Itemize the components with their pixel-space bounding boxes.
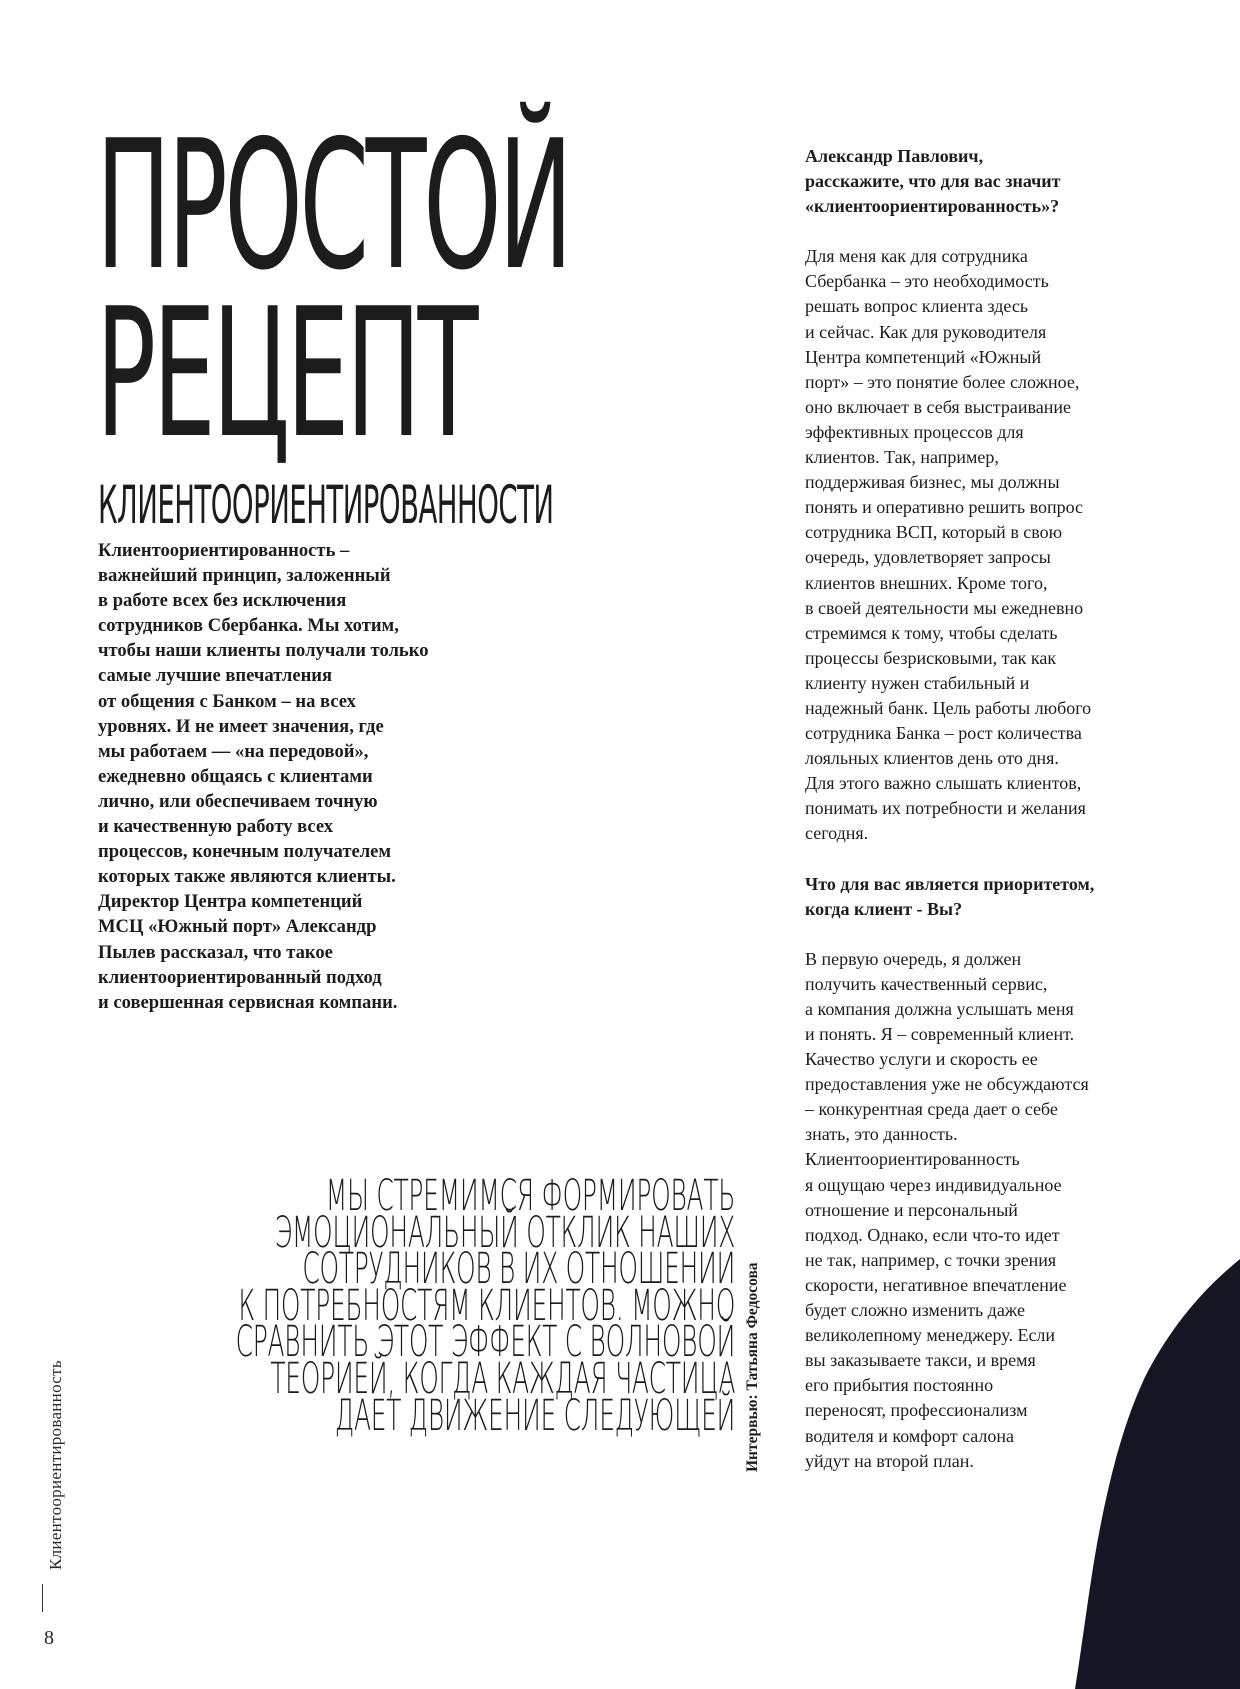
article-title [96, 102, 570, 477]
article-subtitle: КЛИЕНТООРИЕНТИРОВАННОСТИ [98, 475, 554, 536]
question-line: Александр Павлович, [805, 146, 984, 166]
answer-line: клиентов. Так, например, [805, 447, 999, 468]
byline-label: Интервью: [744, 1394, 761, 1472]
lead-line: и качественную работу всех [98, 816, 334, 838]
lead-line: лично, или обеспечиваем точную [98, 790, 378, 812]
answer-line: его прибытия постоянно [805, 1375, 994, 1396]
answer-line: получить качественный сервис, [805, 973, 1048, 994]
interview-byline [744, 1262, 762, 1472]
lead-line: и совершенная сервисная компани. [98, 991, 398, 1013]
answer-line: процессы безрисковыми, так как [805, 647, 1057, 668]
answer-line: Качество услуги и скорость ее [805, 1049, 1038, 1070]
answer-line: скорости, негативное впечатление [805, 1274, 1067, 1295]
answer-line: знать, это данность. [805, 1124, 958, 1145]
answer-line: клиенту нужен стабильный и [805, 672, 1030, 693]
footer-divider [42, 1584, 43, 1612]
answer-line: оно включает в себя выстраивание [805, 396, 1072, 417]
answer-line: решать вопрос клиента здесь [805, 296, 1029, 317]
answer-line: уйдут на второй план. [805, 1450, 974, 1471]
answer-line: Сбербанка – это необходимость [805, 271, 1049, 292]
answer-line: В первую очередь, я должен [805, 948, 1022, 969]
answer-line: переносят, профессионализм [805, 1400, 1028, 1421]
section-label: Клиентоориентированность [46, 1360, 65, 1570]
answer-line: водителя и комфорт салона [805, 1425, 1015, 1446]
pull-quote-line: К ПОТРЕБНОСТЯМ КЛИЕНТОВ. МОЖНО [238, 1280, 736, 1331]
answer-line: лояльных клиентов день ото дня. [805, 748, 1059, 769]
answer-line: подход. Однако, если что-то идет [805, 1224, 1060, 1245]
answer-line: надежный банк. Цель работы любого [805, 697, 1092, 718]
pull-quote-line: СОТРУДНИКОВ В ИХ ОТНОШЕНИИ [302, 1244, 735, 1295]
title-line-1: ПРОСТОЙ [96, 102, 570, 309]
answer-line: будет сложно изменить даже [805, 1300, 1025, 1321]
answer-line: отношение и персональный [805, 1199, 1018, 1220]
answer-line: в своей деятельности мы ежедневно [805, 597, 1084, 618]
pull-quote-line: СРАВНИТЬ ЭТОТ ЭФФЕКТ С ВОЛНОВОЙ [235, 1317, 735, 1368]
answer-line: сотрудника Банка – рост количества [805, 723, 1082, 744]
interview-question-1 [805, 144, 1150, 219]
answer-line: понимать их потребности и желания [805, 798, 1086, 819]
answer-line: и понять. Я – современный клиент. [805, 1024, 1075, 1044]
answer-line: великолепному менеджеру. Если [805, 1325, 1056, 1346]
lead-line: клиентоориентированный подход [98, 966, 382, 988]
answer-line: Центра компетенций «Южный [805, 346, 1042, 367]
lead-line: процессов, конечным получателем [98, 841, 392, 863]
pull-quote [235, 1171, 736, 1441]
answer-line: – конкурентная среда дает о себе [805, 1099, 1058, 1120]
answer-line: вы заказываете такси, и время [805, 1350, 1036, 1371]
lead-line: Директор Центра компетенций [98, 891, 363, 913]
answer-line: порт» – это понятие более сложное, [805, 371, 1080, 392]
lead-line: в работе всех без исключения [98, 590, 347, 612]
answer-line: сотрудника ВСП, который в свою [805, 522, 1063, 543]
lead-line: важнейший принцип, заложенный [98, 565, 391, 587]
paragraph-spacer [805, 219, 1150, 244]
lead-line: сотрудников Сбербанка. Мы хотим, [98, 615, 399, 637]
lead-line: Пылев рассказал, что такое [98, 941, 333, 963]
lead-line: от общения с Банком – на всех [98, 690, 356, 712]
lead-line: которых также являются клиенты. [98, 866, 396, 888]
answer-line: не так, например, с точки зрения [805, 1249, 1057, 1270]
answer-line: поддерживая бизнес, мы должны [805, 472, 1060, 493]
pull-quote-line: ТЕОРИЕЙ, КОГДА КАЖДАЯ ЧАСТИЦА [270, 1353, 735, 1404]
lead-line: мы работаем — «на передовой», [98, 740, 369, 762]
interview-question-2 [805, 872, 1150, 922]
pull-quote-line: ЭМОЦИОНАЛЬНЫЙ ОТКЛИК НАШИХ [274, 1207, 735, 1258]
answer-line: Клиентоориентированность [805, 1149, 1020, 1170]
lead-paragraph [98, 538, 468, 1015]
question-line: когда клиент - Вы? [805, 898, 963, 919]
answer-line: эффективных процессов для [805, 421, 1024, 442]
pull-quote-line: МЫ СТРЕМИМСЯ ФОРМИРОВАТЬ [325, 1171, 735, 1221]
answer-line: я ощущаю через индивидуальное [805, 1174, 1062, 1195]
answer-line: понять и оперативно решить вопрос [805, 497, 1084, 518]
answer-line: клиентов внешних. Кроме того, [805, 572, 1048, 593]
paragraph-spacer [805, 847, 1150, 872]
pull-quote-line: ДАЕТ ДВИЖЕНИЕ СЛЕДУЮЩЕЙ [334, 1390, 735, 1441]
answer-line: сегодня. [805, 823, 869, 844]
interview-answer-1 [805, 244, 1150, 846]
question-line: расскажите, что для вас значит [805, 171, 1061, 192]
answer-line: очередь, удовлетворяет запросы [805, 547, 1051, 568]
question-line: Что для вас является приоритетом, [805, 873, 1095, 894]
answer-line: и сейчас. Как для руководителя [805, 321, 1047, 342]
lead-line: уровнях. И не имеет значения, где [98, 715, 384, 737]
question-line: «клиентоориентированность»? [805, 196, 1060, 217]
title-line-2: РЕЦЕПТ [96, 270, 476, 477]
jacket-shoulder-shape [1075, 1259, 1240, 1689]
lead-line: Клиентоориентированность – [98, 540, 350, 561]
answer-line: предоставления уже не обсуждаются [805, 1074, 1089, 1095]
answer-line: стремимся к тому, чтобы сделать [805, 622, 1058, 643]
answer-line: Для меня как для сотрудника [805, 246, 1028, 267]
portrait-photo-fragment [1075, 1259, 1240, 1689]
answer-line: а компания должна услышать меня [805, 998, 1074, 1019]
lead-line: ежедневно общаясь с клиентами [98, 765, 373, 787]
page-number: 8 [44, 1627, 54, 1649]
paragraph-spacer [805, 922, 1150, 947]
byline-author: Татьяна Федосова [744, 1262, 761, 1391]
lead-line: МСЦ «Южный порт» Александр [98, 916, 377, 938]
lead-line: чтобы наши клиенты получали только [98, 640, 429, 662]
lead-line: самые лучшие впечатления [98, 665, 333, 687]
answer-line: Для этого важно слышать клиентов, [805, 773, 1082, 794]
